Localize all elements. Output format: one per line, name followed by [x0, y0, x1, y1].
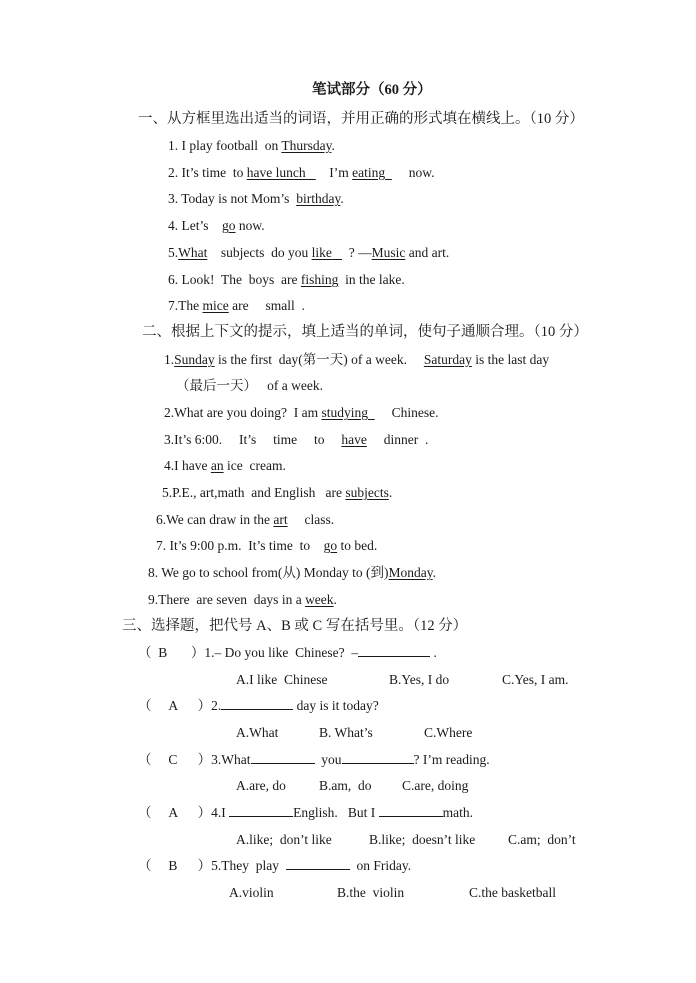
s2-q7: 7. It’s 9:00 p.m. It’s time to go to bed.	[156, 538, 378, 553]
s3-q1-option-a: A.I like Chinese	[236, 672, 328, 687]
s3-q3: （ C ）3.What you ? I’m reading.	[138, 752, 490, 767]
s3-q4-option-b: B.like; doesn’t like	[369, 832, 476, 847]
section-three-header: 三、选择题，把代号 A、B 或 C 写在括号里。（12 分）	[122, 618, 468, 634]
s3-q1-option-b: B.Yes, I do	[389, 672, 450, 687]
section-one-header: 一、从方框里选出适当的词语，并用正确的形式填在横线上。（10 分）	[138, 111, 584, 127]
section-two-header: 二、根据上下文的提示，填上适当的单词，使句子通顺合理。（10 分）	[142, 324, 588, 340]
s2-q9: 9.There are seven days in a week.	[148, 592, 337, 607]
s3-q5-option-c: C.the basketball	[469, 885, 556, 900]
s2-q1-cont: （最后一天） of a week.	[176, 378, 323, 393]
s3-q4: （ A ）4.I English. But I math.	[138, 805, 474, 820]
s2-q4: 4.I have an ice cream.	[164, 458, 286, 473]
s2-q5: 5.P.E., art,math and English are subjects.	[162, 485, 393, 500]
s1-q2: 2. It’s time to have lunch I’m eating now.	[168, 165, 435, 180]
s3-q2-option-c: C.Where	[424, 725, 473, 740]
page-title: 笔试部分（60 分）	[312, 82, 432, 98]
s3-q5-option-b: B.the violin	[337, 885, 405, 900]
s2-q2: 2.What are you doing? I am studying Chinese.	[164, 405, 439, 420]
s1-q4: 4. Let’s go now.	[168, 218, 265, 233]
s3-q2-option-b: B. What’s	[319, 725, 373, 740]
s3-q5-option-a: A.violin	[229, 885, 274, 900]
s3-q5: （ B ）5.They play on Friday.	[138, 858, 412, 873]
s3-q1: （ B ）1.– Do you like Chinese? – .	[138, 645, 437, 660]
s3-q4-option-a: A.like; don’t like	[236, 832, 332, 847]
s3-q3-option-a: A.are, do	[236, 778, 286, 793]
s1-q3: 3. Today is not Mom’s birthday.	[168, 191, 344, 206]
s2-q1: 1.Sunday is the first day(第一天) of a week. Saturday is the last day	[164, 352, 550, 367]
s3-q2: （ A ）2. day is it today?	[138, 698, 379, 713]
s3-q3-option-b: B.am, do	[319, 778, 372, 793]
s2-q6: 6.We can draw in the art class.	[156, 512, 335, 527]
s1-q6: 6. Look! The boys are fishing in the lake.	[168, 272, 405, 287]
s3-q1-option-c: C.Yes, I am.	[502, 672, 569, 687]
s2-q8: 8. We go to school from(从) Monday to (到)Monday.	[148, 565, 437, 580]
s3-q3-option-c: C.are, doing	[402, 778, 469, 793]
s1-q5: 5.What subjects do you like ? —Music and art.	[168, 245, 450, 260]
s3-q2-option-a: A.What	[236, 725, 279, 740]
s1-q7: 7.The mice are small .	[168, 298, 305, 313]
s2-q3: 3.It’s 6:00. It’s time to have dinner .	[164, 432, 429, 447]
s3-q4-option-c: C.am; don’t	[508, 832, 576, 847]
s1-q1: 1. I play football on Thursday.	[168, 138, 335, 153]
